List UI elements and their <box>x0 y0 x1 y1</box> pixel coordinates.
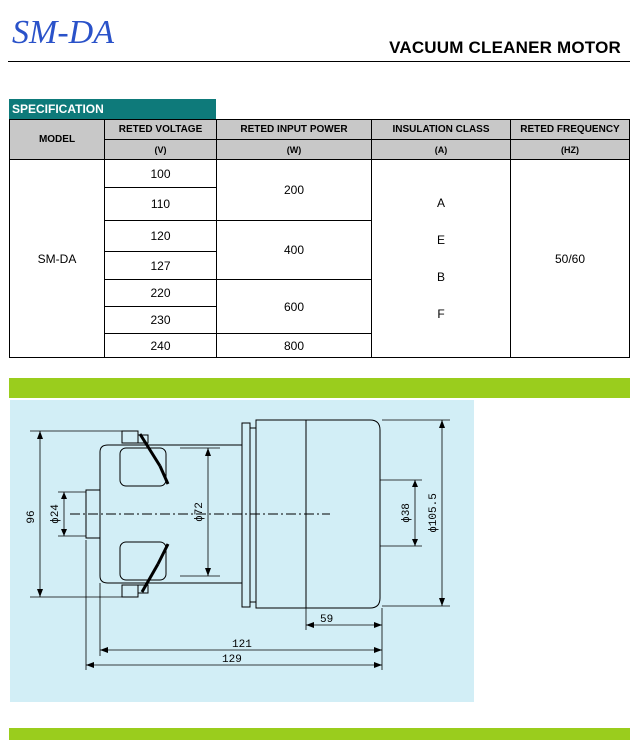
specification-table <box>9 119 630 358</box>
page-title: VACUUM CLEANER MOTOR <box>389 38 621 57</box>
power-cell: 200 <box>217 160 372 221</box>
voltage-cell: 120 <box>105 221 217 252</box>
dim-phi105-5: ϕ105.5 <box>428 493 440 533</box>
logo: SM-DA <box>12 14 114 51</box>
voltage-cell: 240 <box>105 334 217 358</box>
dim-96: 96 <box>26 510 38 524</box>
dim-phi24: ϕ24 <box>50 504 62 524</box>
header-model: MODEL <box>10 120 105 160</box>
dim-59: 59 <box>320 614 334 626</box>
power-cell: 800 <box>217 334 372 358</box>
power-cell: 600 <box>217 280 372 334</box>
dim-phi72: ϕ72 <box>194 502 206 522</box>
section-bar-bottom <box>9 728 630 740</box>
title-divider <box>8 61 630 62</box>
header-power: RETED INPUT POWER <box>217 120 372 140</box>
insulation-class: A <box>436 195 445 210</box>
specification-tab: SPECIFICATION <box>9 99 216 119</box>
power-cell: 400 <box>217 221 372 280</box>
insulation-class: B <box>436 269 445 284</box>
voltage-cell: 230 <box>105 307 217 334</box>
section-bar-top <box>9 378 630 398</box>
model-cell: SM-DA <box>10 160 105 358</box>
insulation-class: E <box>436 232 445 247</box>
motor-drawing <box>10 400 474 702</box>
voltage-cell: 100 <box>105 160 217 188</box>
unit-frequency: (HZ) <box>511 140 630 160</box>
dim-phi38: ϕ38 <box>401 503 413 523</box>
insulation-cell <box>372 160 511 358</box>
header-frequency: RETED FREQUENCY <box>511 120 630 140</box>
dim-121: 121 <box>232 639 252 651</box>
frequency-cell: 50/60 <box>511 160 630 358</box>
header-insulation: INSULATION CLASS <box>372 120 511 140</box>
unit-voltage: (V) <box>105 140 217 160</box>
unit-power: (W) <box>217 140 372 160</box>
motor-drawing-svg <box>10 400 474 702</box>
voltage-cell: 110 <box>105 188 217 221</box>
unit-insulation: (A) <box>372 140 511 160</box>
dim-129: 129 <box>222 654 242 666</box>
voltage-cell: 127 <box>105 252 217 280</box>
header-voltage: RETED VOLTAGE <box>105 120 217 140</box>
voltage-cell: 220 <box>105 280 217 307</box>
insulation-class: F <box>437 306 445 321</box>
